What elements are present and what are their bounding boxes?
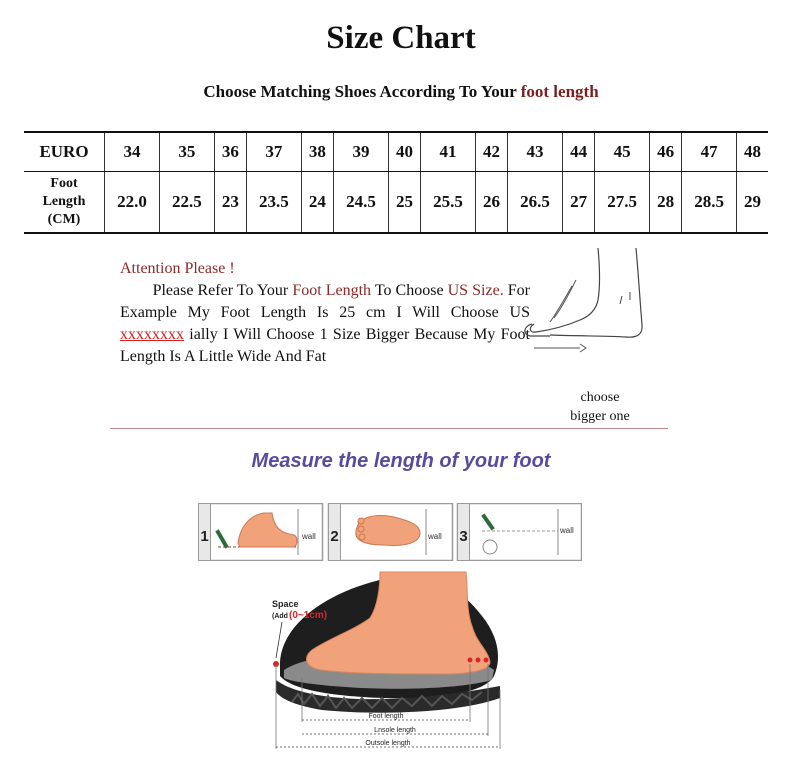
space-range-label: (0~1cm) <box>289 610 328 621</box>
page-subtitle <box>0 82 802 102</box>
euro-cell: 34 <box>105 132 160 172</box>
outsole-length-label: Outsole length <box>365 740 411 747</box>
foot-length-label: Foot length <box>368 713 404 720</box>
euro-label: EURO <box>24 132 105 172</box>
attention-redacted: xxxxxxxx <box>120 326 184 343</box>
length-cell: 26.5 <box>508 172 563 234</box>
step-1-panel <box>199 504 323 561</box>
attention-text: ially I Will Choose 1 Size Bigger Because My Foot Length Is A Little Wide And Fat <box>120 326 530 365</box>
wall-label: wall <box>302 532 316 541</box>
length-cell: 22.0 <box>105 172 160 234</box>
hint-line: choose <box>580 390 620 405</box>
euro-cell: 45 <box>595 132 650 172</box>
step-number: 1 <box>200 528 209 545</box>
space-label: Space <box>272 599 299 609</box>
attention-note <box>120 258 530 368</box>
shoe-measurement-diagram <box>262 566 512 752</box>
step-2-panel <box>329 504 453 561</box>
foot-length-label-line: (CM) <box>47 212 81 227</box>
page-title: Size Chart <box>326 20 476 56</box>
euro-cell: 40 <box>388 132 420 172</box>
euro-cell: 48 <box>737 132 768 172</box>
euro-cell: 37 <box>246 132 301 172</box>
length-cell: 25.5 <box>421 172 476 234</box>
euro-cell: 39 <box>334 132 389 172</box>
euro-cell: 43 <box>508 132 563 172</box>
wall-label: wall <box>428 532 442 541</box>
length-cell: 27.5 <box>595 172 650 234</box>
euro-cell: 46 <box>650 132 682 172</box>
choose-bigger-hint <box>560 388 640 426</box>
attention-text: Please Refer To Your <box>152 282 293 299</box>
length-cell: 24 <box>301 172 333 234</box>
foot-sketch-icon <box>520 240 650 360</box>
length-cell: 28 <box>650 172 682 234</box>
attention-us-size: US Size. <box>447 282 504 299</box>
hint-line: bigger one <box>570 409 630 424</box>
length-cell: 26 <box>475 172 507 234</box>
euro-cell: 35 <box>159 132 214 172</box>
section-divider <box>110 428 668 429</box>
measure-steps <box>198 503 582 561</box>
attention-text: For Example My Foot Length Is 25 cm I Will Choose US <box>120 282 530 321</box>
subtitle-text: Choose Matching Shoes According To Your <box>203 82 521 101</box>
euro-cell: 47 <box>682 132 737 172</box>
length-cell: 23 <box>214 172 246 234</box>
length-cell: 22.5 <box>159 172 214 234</box>
length-cell: 28.5 <box>682 172 737 234</box>
foot-length-label <box>24 172 105 234</box>
step-3-panel <box>458 504 582 561</box>
foot-length-label-line: Length <box>42 194 86 209</box>
attention-heading: Attention Please ! <box>120 260 235 277</box>
euro-cell: 42 <box>475 132 507 172</box>
attention-foot-length: Foot Length <box>292 282 372 299</box>
length-cell: 23.5 <box>246 172 301 234</box>
foot-length-row <box>24 172 768 234</box>
euro-cell: 38 <box>301 132 333 172</box>
length-cell: 29 <box>744 192 762 211</box>
attention-body <box>120 280 530 368</box>
length-cell: 27 <box>563 172 595 234</box>
measure-heading: Measure the length of your foot <box>251 450 551 472</box>
attention-text: To Choose <box>371 282 448 299</box>
step-number: 3 <box>459 528 468 545</box>
length-cell: 24.5 <box>334 172 389 234</box>
subtitle-highlight: foot length <box>520 82 599 101</box>
wall-label: wall <box>560 526 574 535</box>
euro-row <box>24 132 768 172</box>
size-chart-table <box>24 131 768 234</box>
length-cell: 25 <box>388 172 420 234</box>
euro-cell: 44 <box>563 132 595 172</box>
space-add-label: (Add <box>272 613 288 620</box>
euro-cell: 41 <box>421 132 476 172</box>
step-number: 2 <box>330 528 339 545</box>
foot-length-label-line: Foot <box>50 176 78 191</box>
euro-cell: 36 <box>214 132 246 172</box>
insole-length-label: Lnsole length <box>374 727 416 734</box>
